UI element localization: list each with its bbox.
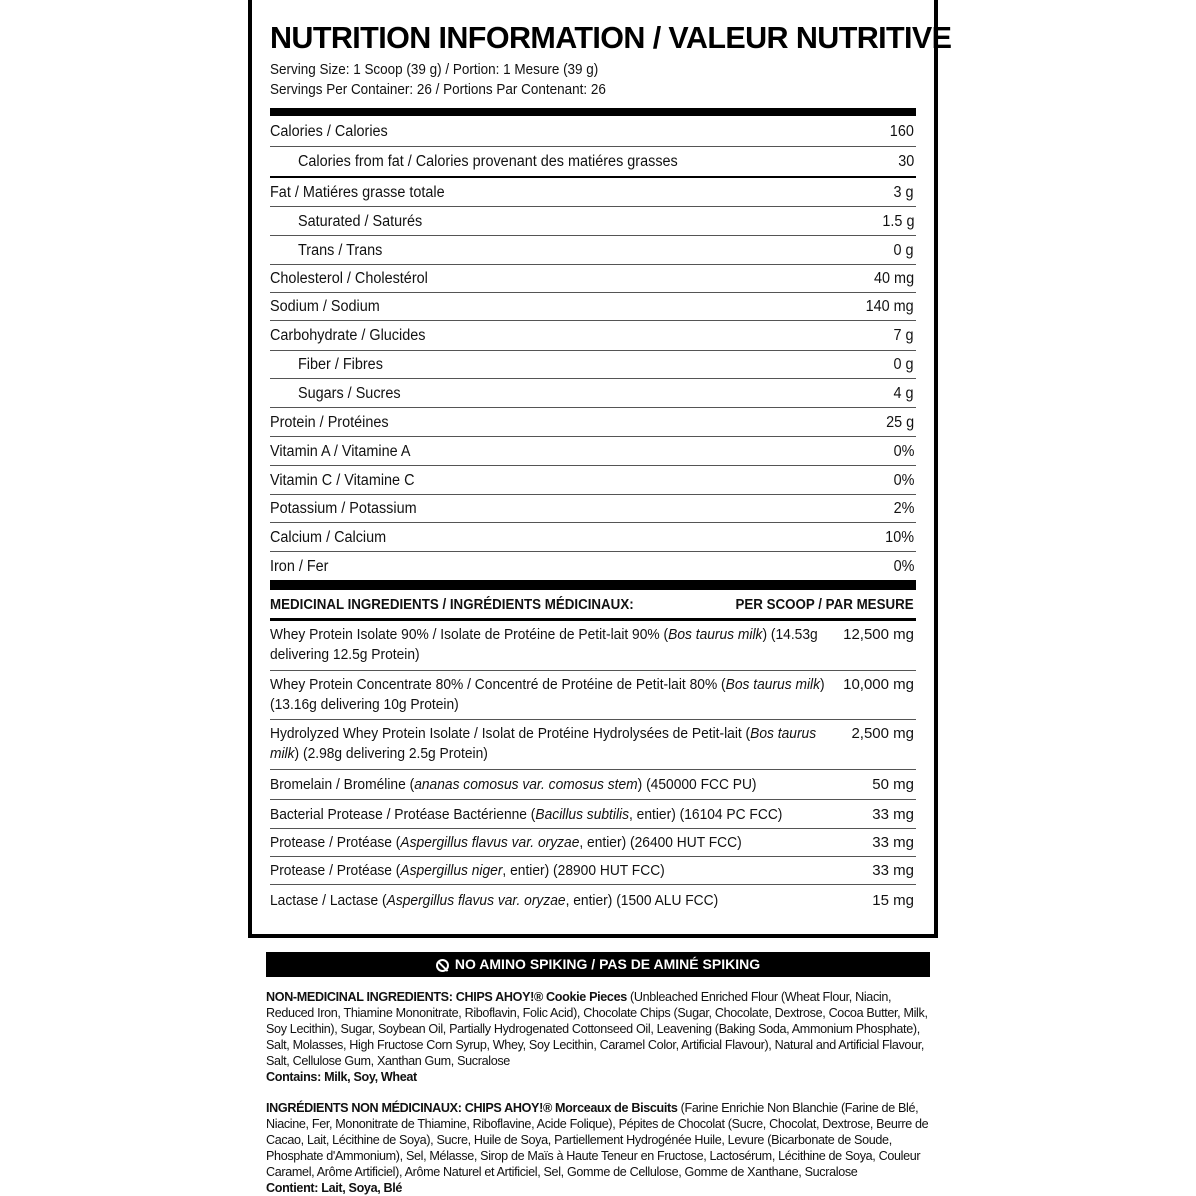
non-medicinal-body-fr: (Farine Enrichie Non Blanchie (Farine de Blé, Niacine, Fer, Mononitrate de Thiamine, Riboflavine, Acide Folique), Pépites de Chocolat (Sucre, Chocolat, Dextrose, Beurre de Cacao, Lait, Lécithine de Soya), Sucre, Huile de Soya, Partiellement Hydrogénée Huile, Levure (Bicarbonate de Soude, Phosphate d'Ammonium), Sel, Mélasse, Sirop de Maïs à Haute Teneur en Fructose, Lactosérum, Lécithine de Soya, Couleur Caramel, Arôme Artificiel), Arôme Naturel et Artificiel, Sel, Gomme de Cellulose, Gomme de Xanthane, Sucralose	[266, 1101, 929, 1179]
nutrient-row	[270, 320, 916, 351]
contains-en: Contains: Milk, Soy, Wheat	[266, 1070, 417, 1084]
medicinal-label-species: Aspergillus flavus var. oryzae	[386, 892, 566, 909]
banner-text: NO AMINO SPIKING / PAS DE AMINÉ SPIKING	[454, 956, 761, 972]
medicinal-value: 50 mg	[872, 776, 914, 793]
nutrient-row	[270, 264, 916, 293]
nutrient-value: 0 g	[893, 241, 914, 259]
medicinal-label-text: Bromelain / Broméline (	[270, 776, 415, 793]
nutrient-label: Iron / Fer	[270, 557, 329, 575]
nutrient-row	[270, 235, 916, 265]
nutrient-label: Fat / Matiéres grasse totale	[270, 184, 445, 201]
nutrient-value: 10%	[885, 528, 914, 546]
medicinal-row	[270, 719, 916, 770]
medicinal-label	[270, 724, 830, 764]
medicinal-label-detail: , entier) (1500 ALU FCC)	[565, 892, 719, 909]
serving-size: Serving Size: 1 Scoop (39 g) / Portion: 1 Mesure (39 g)	[270, 62, 599, 78]
medicinal-label	[270, 805, 830, 825]
medicinal-header-right: PER SCOOP / PAR MESURE	[735, 597, 914, 613]
medicinal-value: 12,500 mg	[843, 626, 914, 643]
medicinal-label-text: Hydrolyzed Whey Protein Isolate / Isolat de Protéine Hydrolysées de Petit-lait (	[270, 725, 751, 742]
nutrient-label: Vitamin A / Vitamine A	[270, 442, 411, 460]
amino-spiking-banner	[266, 952, 930, 977]
nutrient-row	[270, 176, 916, 208]
medicinal-label	[270, 861, 830, 881]
nutrient-value: 4 g	[893, 384, 914, 402]
nutrient-value: 160	[889, 122, 914, 140]
medicinal-label-text: Whey Protein Concentrate 80% / Concentré de Protéine de Petit-lait 80% (	[270, 676, 726, 693]
medicinal-label-species: Bos taurus milk	[270, 725, 817, 762]
medicinal-label-text: Protease / Protéase (	[270, 834, 401, 851]
nutrient-row	[270, 551, 916, 581]
medicinal-label-text: Lactase / Lactase (	[270, 892, 387, 909]
nutrient-label: Saturated / Saturés	[298, 212, 423, 230]
medicinal-label-detail: , entier) (16104 PC FCC)	[629, 805, 783, 823]
medicinal-label-detail: , entier) (28900 HUT FCC)	[502, 862, 665, 879]
medicinal-label-text: Protease / Protéase (	[270, 862, 401, 879]
nutrient-label: Trans / Trans	[298, 241, 383, 259]
nutrient-row	[270, 436, 916, 466]
nutrient-row	[270, 146, 916, 177]
nutrient-value: 25 g	[885, 413, 914, 431]
medicinal-label-species: ananas comosus var. comosus stem	[414, 776, 638, 793]
medicinal-value: 33 mg	[872, 834, 914, 851]
contains-fr: Contient: Lait, Soya, Blé	[266, 1181, 403, 1195]
non-medicinal-body-en: (Unbleached Enriched Flour (Wheat Flour, Niacin, Reduced Iron, Thiamine Mononitrate, Riboflavin, Folic Acid), Chocolate Chips (Sugar, Chocolate, Dextrose, Cocoa Butter, Milk, Soy Lecithin), Sugar, Soybean Oil, Partially Hydrogenated Cottonseed Oil, Leavening (Baking Soda, Ammonium Phosphate), Salt, Molasses, High Fructose Corn Syrup, Whey, Soy Lecithin, Caramel Color, Artificial Flavour), Natural and Artificial Flavour, Salt, Cellulose Gum, Xanthan Gum, Sucralose	[266, 990, 928, 1068]
medicinal-row	[270, 621, 916, 670]
nutrient-row	[270, 378, 916, 408]
non-medicinal-heading-fr: INGRÉDIENTS NON MÉDICINAUX: CHIPS AHOY!® Morceaux de Biscuits	[266, 1101, 678, 1115]
nutrient-row	[270, 350, 916, 379]
nutrient-value: 30	[897, 153, 914, 170]
nutrient-label: Sugars / Sucres	[298, 384, 401, 402]
medicinal-value: 2,500 mg	[851, 725, 914, 742]
medicinal-value: 10,000 mg	[843, 676, 914, 693]
medicinal-row	[270, 799, 916, 829]
medicinal-label-species: Bacillus subtilis	[535, 805, 630, 823]
medicinal-label	[270, 891, 830, 911]
medicinal-label-text: Bacterial Protease / Protéase Bactérienne (	[270, 805, 536, 823]
nutrient-value: 1.5 g	[881, 212, 914, 230]
medicinal-row	[270, 828, 916, 857]
medicinal-divider	[270, 580, 916, 590]
top-divider	[270, 108, 916, 116]
medicinal-label-detail: , entier) (26400 HUT FCC)	[579, 834, 742, 851]
nutrient-value: 0%	[893, 471, 914, 489]
nutrient-row	[270, 465, 916, 495]
medicinal-row	[270, 670, 916, 720]
nutrient-value: 3 g	[893, 184, 914, 201]
medicinal-label-species: Aspergillus niger	[400, 862, 503, 879]
non-medicinal-ingredients-fr	[266, 1100, 930, 1196]
medicinal-header-left: MEDICINAL INGREDIENTS / INGRÉDIENTS MÉDICINAUX:	[270, 597, 634, 613]
medicinal-header	[270, 592, 916, 618]
medicinal-row	[270, 769, 916, 800]
nutrient-value: 140 mg	[865, 298, 914, 315]
medicinal-label-detail: ) (450000 FCC PU)	[637, 776, 757, 793]
non-medicinal-heading-en: NON-MEDICINAL INGREDIENTS: CHIPS AHOY!® Cookie Pieces	[266, 990, 627, 1004]
panel-title: NUTRITION INFORMATION / VALEUR NUTRITIVE	[270, 21, 952, 55]
nutrient-label: Calcium / Calcium	[270, 528, 387, 546]
nutrient-label: Vitamin C / Vitamine C	[270, 471, 415, 489]
medicinal-label	[270, 675, 830, 715]
nutrient-label: Calories from fat / Calories provenant des matiéres grasses	[298, 153, 678, 170]
nutrient-row	[270, 206, 916, 236]
nutrient-label: Calories / Calories	[270, 122, 388, 140]
medicinal-label	[270, 775, 830, 795]
nutrient-value: 0 g	[893, 356, 914, 373]
medicinal-value: 33 mg	[872, 805, 914, 823]
medicinal-label	[270, 833, 830, 853]
medicinal-label-species: Bos taurus milk	[725, 676, 820, 693]
medicinal-label-species: Aspergillus flavus var. oryzae	[400, 834, 580, 851]
servings-per-container: Servings Per Container: 26 / Portions Par Contenant: 26	[270, 82, 606, 98]
nutrient-value: 7 g	[893, 327, 914, 344]
nutrient-row	[270, 407, 916, 437]
medicinal-label-detail: ) (13.16g delivering 10g Protein)	[270, 676, 825, 713]
nutrient-row	[270, 494, 916, 523]
nutrient-row	[270, 117, 916, 146]
nutrient-value: 0%	[893, 442, 914, 460]
nutrient-label: Cholesterol / Cholestérol	[270, 270, 428, 287]
nutrient-label: Carbohydrate / Glucides	[270, 327, 426, 344]
nutrient-label: Potassium / Potassium	[270, 500, 417, 517]
medicinal-label	[270, 625, 830, 665]
medicinal-label-detail: ) (2.98g delivering 2.5g Protein)	[294, 745, 488, 762]
medicinal-row	[270, 856, 916, 885]
nutrient-row	[270, 522, 916, 552]
medicinal-value: 15 mg	[872, 892, 914, 909]
medicinal-label-species: Bos taurus milk	[668, 626, 763, 643]
nutrition-panel	[248, 0, 952, 938]
medicinal-label-text: Whey Protein Isolate 90% / Isolate de Protéine de Petit-lait 90% (	[270, 626, 669, 643]
no-symbol-icon	[436, 959, 449, 972]
nutrient-value: 40 mg	[873, 270, 914, 287]
nutrient-label: Sodium / Sodium	[270, 298, 380, 315]
nutrient-value: 2%	[893, 500, 914, 517]
medicinal-label-detail: ) (14.53g delivering 12.5g Protein)	[270, 626, 818, 663]
non-medicinal-ingredients-en	[266, 989, 930, 1085]
medicinal-value: 33 mg	[872, 862, 914, 879]
nutrient-label: Fiber / Fibres	[298, 356, 383, 373]
nutrient-label: Protein / Protéines	[270, 413, 389, 431]
nutrient-row	[270, 292, 916, 321]
medicinal-row	[270, 884, 916, 917]
nutrient-value: 0%	[893, 557, 914, 575]
